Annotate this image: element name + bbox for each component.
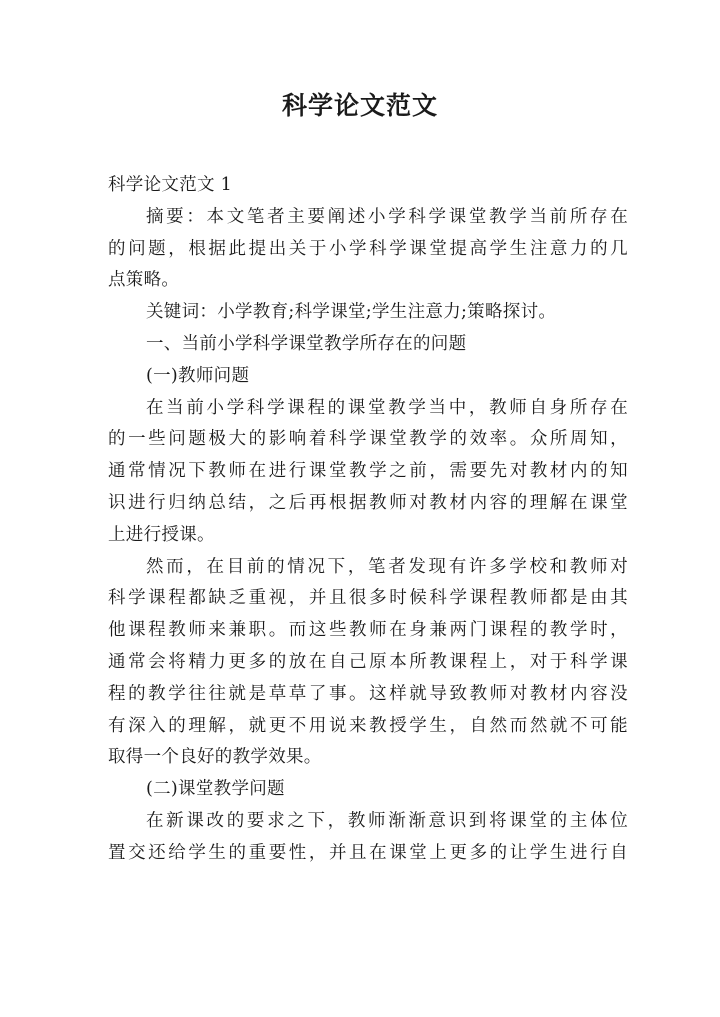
text-line: 程的教学往往就是草草了事。这样就导致教师对教材内容没 [108,683,628,704]
text-line: 他课程教师来兼职。而这些教师在身兼两门课程的教学时， [108,620,628,641]
text-line: 通常会将精力更多的放在自己原本所教课程上，对于科学课 [108,651,628,672]
text-line: 科学课程都缺乏重视，并且很多时候科学课程教师都是由其 [108,588,628,609]
text-line: 识进行归纳总结，之后再根据教师对教材内容的理解在课堂 [108,492,628,513]
document-body [108,170,628,870]
text-line: 在当前小学科学课程的课堂教学当中，教师自身所存在 [146,397,628,418]
text-line: 置交还给学生的重要性，并且在课堂上更多的让学生进行自 [108,842,628,863]
text-line: 一、当前小学科学课堂教学所存在的问题 [146,333,467,354]
text-line: 有深入的理解，就更不用说来教授学生，自然而然就不可能 [108,715,628,736]
text-line: 的一些问题极大的影响着科学课堂教学的效率。众所周知， [108,429,628,450]
text-line: 然而，在目前的情况下，笔者发现有许多学校和教师对 [146,556,628,577]
text-line: 点策略。 [108,270,180,291]
text-line: 取得一个良好的教学效果。 [108,747,322,768]
text-line: 摘要：本文笔者主要阐述小学科学课堂教学当前所存在 [146,206,628,227]
text-line: 的问题，根据此提出关于小学科学课堂提高学生注意力的几 [108,238,628,259]
text-line: (二)课堂教学问题 [146,779,285,800]
text-line: 在新课改的要求之下，教师渐渐意识到将课堂的主体位 [146,810,628,831]
text-line: (一)教师问题 [146,365,250,386]
text-line: 关键词：小学教育;科学课堂;学生注意力;策略探讨。 [146,302,557,323]
text-line: 科学论文范文 1 [108,175,233,195]
document-title: 科学论文范文 [281,91,438,120]
text-line: 通常情况下教师在进行课堂教学之前，需要先对教材内的知 [108,461,628,482]
text-line: 上进行授课。 [108,524,215,545]
